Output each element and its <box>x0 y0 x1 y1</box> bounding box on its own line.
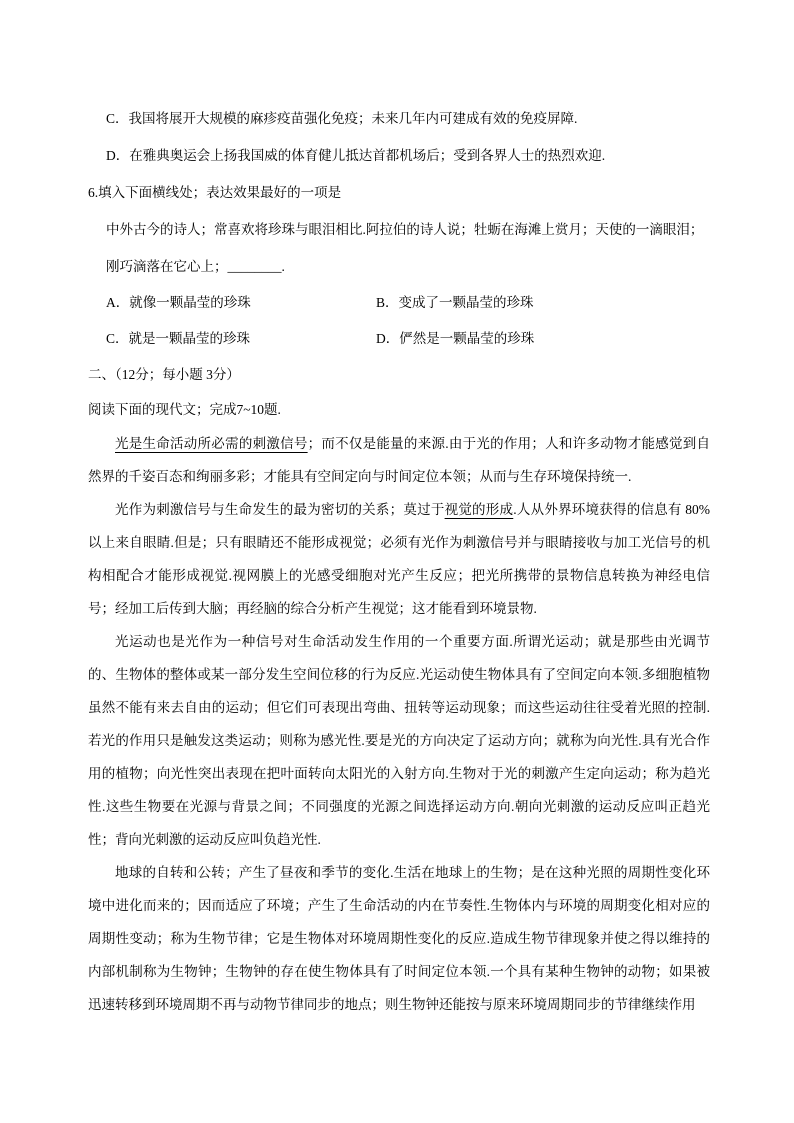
passage-line-text: 刚巧滴落在它心上；________. <box>106 259 285 274</box>
section2-instruction <box>88 392 710 427</box>
passage-line-text: 中外古今的诗人；常喜欢将珍珠与眼泪相比.阿拉伯的诗人说；牡蛎在海滩上赏月；天使的一滴眼泪； <box>106 222 704 237</box>
question-stem-text: 6.填入下面横线处；表达效果最好的一项是 <box>88 185 342 200</box>
underlined-phrase: 光是生命活动所必需的刺激信号 <box>115 436 308 451</box>
passage-paragraph-1 <box>88 427 710 493</box>
question6-options-row-2 <box>88 321 710 357</box>
paragraph-text: 地球的自转和公转；产生了昼夜和季节的变化.生活在地球上的生物；是在这种光照的周期性变化环境中进化而来的；因而适应了环境；产生了生命活动的内在节奏性.生物体内与环境的周期变化相对应的周期性变动；称为生物节律；它是生物体对环境周期性变化的反应.造成生物节律现象并使之得以维持的内部机制称为生物钟；生物钟的存在使生物体具有了时间定位本领.一个具有某种生物钟的动物；如果被迅速转移到环境周期不再与动物节律同步的地点；则生物钟还能按与原来环境周期同步的节律继续作用 <box>88 865 710 1012</box>
paragraph-text: ；而不仅是能量的来源.由于光的作用；人和许多动物才能感觉到自然界的千姿百态和绚丽多彩；才能具有空间定向与时间定位本领；从而与生存环境保持统一. <box>88 436 711 484</box>
passage-paragraph-4 <box>88 856 710 1021</box>
question6-options-row-1 <box>88 285 710 321</box>
section2-heading <box>88 357 710 392</box>
question6-passage-line1 <box>88 211 710 248</box>
paragraph-text: .人从外界环境获得的信息有 80%以上来自眼睛.但是；只有眼睛还不能形成视觉；必须有光作为刺激信号并与眼睛接收与加工光信号的机构相配合才能形成视觉.视网膜上的光感受细胞对光产生反应；把光所携带的景物信息转换为神经电信号；经加工后传到大脑；再经脑的综合分析产生视觉；这才能看到环境景物. <box>88 502 711 616</box>
question6-option-c: C．就是一颗晶莹的珍珠 <box>106 331 251 346</box>
section-instruction-text: 阅读下面的现代文；完成7~10题. <box>88 402 281 417</box>
option-text: C．我国将展开大规模的麻疹疫苗强化免疫；未来几年内可建成有效的免疫屏障. <box>106 111 578 126</box>
paragraph-text: 光运动也是光作为一种信号对生命活动发生作用的一个重要方面.所谓光运动；就是那些由光调节的、生物体的整体或某一部分发生空间位移的行为反应.光运动使生物体具有了空间定向本领.多细胞植物虽然不能有来去自由的运动；但它们可表现出弯曲、扭转等运动现象；而这些运动往往受着光照的控制.若光的作用只是触发这类运动；则称为感光性.要是光的方向决定了运动方向；就称为向光性.具有光合作用的植物；向光性突出表现在把叶面转向太阳光的入射方向.生物对于光的刺激产生定向运动；称为趋光性.这些生物要在光源与背景之间；不同强度的光源之间选择运动方向.朝向光刺激的运动反应叫正趋光性；背向光刺激的运动反应叫负趋光性. <box>88 634 710 847</box>
passage-paragraph-2 <box>88 493 710 625</box>
question6-option-d: D．俨然是一颗晶莹的珍珠 <box>376 331 535 346</box>
question5-option-c <box>88 100 710 137</box>
underlined-phrase: 视觉的形成 <box>444 502 514 517</box>
paragraph-text: 光作为刺激信号与生命发生的最为密切的关系；莫过于 <box>115 502 445 517</box>
passage-paragraph-3 <box>88 625 710 856</box>
question6-stem <box>88 174 710 211</box>
question5-option-d <box>88 137 710 174</box>
question6-option-a: A．就像一颗晶莹的珍珠 <box>106 295 251 310</box>
section-heading-text: 二、（12分；每小题 3分） <box>88 367 240 382</box>
question6-option-b: B．变成了一颗晶莹的珍珠 <box>376 295 534 310</box>
option-text: D．在雅典奥运会上扬我国威的体育健儿抵达首都机场后；受到各界人士的热烈欢迎. <box>106 148 606 163</box>
question6-passage-line2 <box>88 248 710 285</box>
